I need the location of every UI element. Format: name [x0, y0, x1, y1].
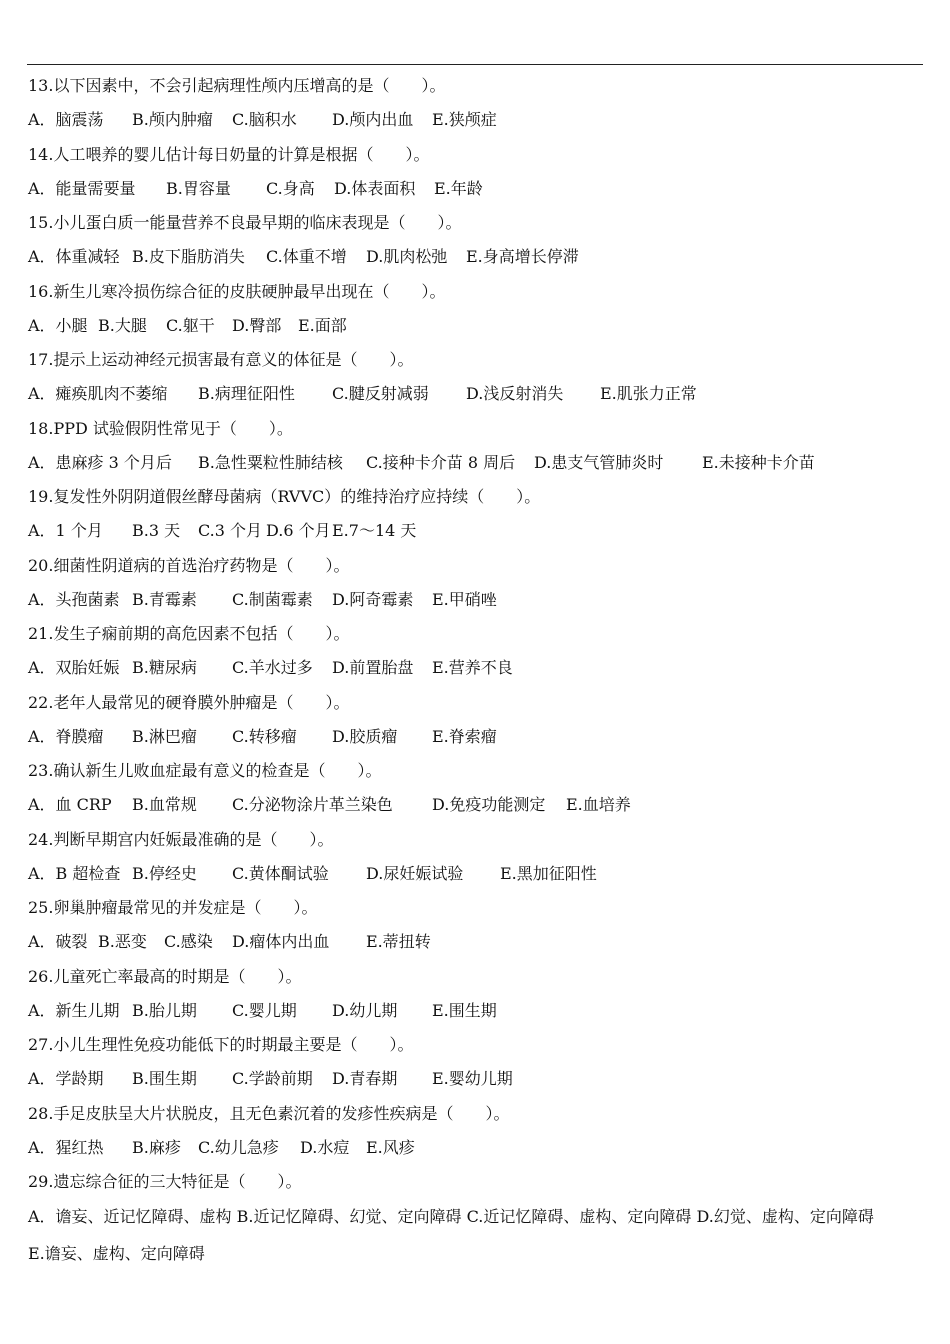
question-18: [28, 415, 924, 484]
option-d: D.前置胎盘: [332, 658, 414, 677]
option-c: C.婴儿期: [232, 1000, 297, 1020]
options-row: [28, 449, 815, 477]
question-15: [28, 209, 924, 278]
option-b: B.围生期: [132, 1069, 197, 1088]
option-e: E.脊索瘤: [432, 726, 497, 746]
option-a: A．血 CRP: [28, 795, 112, 814]
question-list: [28, 72, 924, 1263]
question-stem: 23.确认新生儿败血症最有意义的检查是（ ）。: [28, 761, 382, 780]
option-d: D.幼儿期: [332, 1000, 398, 1020]
option-b: B.青霉素: [132, 589, 197, 609]
option-a: A．谵妄、近记忆障碍、虚构: [28, 1207, 232, 1226]
option-e: E.身高增长停滞: [466, 247, 579, 266]
option-d: D.瘤体内出血: [232, 932, 330, 951]
option-a: A．双胎妊娠: [28, 658, 120, 677]
option-d: D.阿奇霉素: [332, 589, 414, 609]
option-d: D.胶质瘤: [332, 726, 398, 746]
option-e: E.肌张力正常: [600, 384, 697, 403]
question-stem: 14.人工喂养的婴儿估计每日奶量的计算是根据（ ）。: [28, 144, 430, 164]
option-b: B.停经史: [132, 863, 197, 883]
question-stem: 28.手足皮肤呈大片状脱皮，且无色素沉着的发疹性疾病是（ ）。: [28, 1103, 510, 1123]
option-a: A．能量需要量: [28, 178, 136, 198]
option-e: E.狭颅症: [432, 110, 497, 129]
question-stem: 17.提示上运动神经元损害最有意义的体征是（ ）。: [28, 350, 414, 369]
options-row: [28, 243, 579, 271]
option-d: D.肌肉松弛: [366, 247, 448, 266]
option-c: C.躯干: [166, 315, 215, 335]
option-a: A．头孢菌素: [28, 589, 120, 609]
options-row: [28, 791, 631, 819]
options-row: [28, 586, 497, 614]
option-d: D.幻觉、虚构、定向障碍: [696, 1207, 874, 1226]
option-d: D.浅反射消失: [466, 384, 564, 403]
option-e: E.营养不良: [432, 658, 513, 677]
option-d: D.臀部: [232, 315, 282, 335]
option-c: C.3 个月: [198, 521, 263, 540]
option-d: D.体表面积: [334, 178, 416, 198]
option-a: A．脑震荡: [28, 110, 104, 129]
option-c: C.体重不增: [266, 247, 347, 266]
option-e: E.谵妄、虚构、定向障碍: [28, 1244, 205, 1263]
option-d: D.颅内出血: [332, 110, 414, 129]
option-b: B.大腿: [98, 315, 147, 335]
option-b: B.病理征阳性: [198, 384, 295, 403]
option-e: E.婴幼儿期: [432, 1069, 513, 1088]
option-b: B.3 天: [132, 521, 181, 540]
option-a: A．B 超检查: [28, 863, 121, 883]
option-b: B.近记忆障碍、幻觉、定向障碍: [236, 1207, 462, 1226]
question-29: [28, 1168, 924, 1263]
question-17: [28, 346, 924, 415]
question-stem: 27.小儿生理性免疫功能低下的时期最主要是（ ）。: [28, 1035, 414, 1054]
options-row: [28, 106, 497, 134]
options-row: [28, 1198, 924, 1272]
option-e: E.蒂扭转: [366, 932, 431, 951]
option-b: B.皮下脂肪消失: [132, 247, 245, 266]
question-19: [28, 483, 924, 552]
question-stem: 29.遗忘综合征的三大特征是（ ）。: [28, 1172, 302, 1191]
header-rule: [27, 64, 923, 65]
option-a: A．学龄期: [28, 1069, 104, 1088]
options-row: [28, 517, 416, 545]
option-c: C.接种卡介苗 8 周后: [366, 452, 516, 472]
question-25: [28, 894, 924, 963]
question-28: [28, 1100, 924, 1169]
question-13: [28, 72, 924, 141]
option-b: B.颅内肿瘤: [132, 110, 213, 129]
option-b: B.急性粟粒性肺结核: [198, 452, 343, 472]
option-e: E.风疹: [366, 1137, 415, 1157]
option-c: C.制菌霉素: [232, 589, 313, 609]
option-b: B.淋巴瘤: [132, 726, 197, 746]
option-b: B.血常规: [132, 795, 197, 814]
question-14: [28, 141, 924, 210]
options-row: [28, 928, 431, 956]
option-e: E.未接种卡介苗: [702, 452, 815, 472]
option-e: E.黑加征阳性: [500, 863, 597, 883]
options-row: [28, 654, 513, 682]
question-stem: 19.复发性外阴阴道假丝酵母菌病（RVVC）的维持治疗应持续（ ）。: [28, 487, 541, 506]
option-a: A．猩红热: [28, 1137, 104, 1157]
question-16: [28, 278, 924, 347]
option-b: B.糖尿病: [132, 658, 197, 677]
option-a: A．体重减轻: [28, 247, 120, 266]
option-a: A．破裂: [28, 932, 88, 951]
option-c: C.学龄前期: [232, 1069, 313, 1088]
option-c: C.近记忆障碍、虚构、定向障碍: [466, 1207, 692, 1226]
option-c: C.感染: [164, 932, 213, 951]
option-e: E.血培养: [566, 795, 631, 814]
question-stem: 22.老年人最常见的硬脊膜外肿瘤是（ ）。: [28, 692, 350, 712]
option-e: E.面部: [298, 315, 347, 335]
question-stem: 20.细菌性阴道病的首选治疗药物是（ ）。: [28, 555, 350, 575]
question-stem: 24.判断早期宫内妊娠最准确的是（ ）。: [28, 829, 334, 849]
question-stem: 16.新生儿寒冷损伤综合征的皮肤硬肿最早出现在（ ）。: [28, 281, 446, 301]
option-c: C.腱反射减弱: [332, 384, 429, 403]
option-c: C.幼儿急疹: [198, 1137, 279, 1157]
option-b: B.胃容量: [166, 178, 231, 198]
option-b: B.恶变: [98, 932, 147, 951]
option-d: D.尿妊娠试验: [366, 863, 464, 883]
options-row: [28, 380, 697, 408]
options-row: [28, 860, 597, 888]
question-20: [28, 552, 924, 621]
option-e: E.甲硝唑: [432, 589, 497, 609]
question-21: [28, 620, 924, 689]
option-c: C.羊水过多: [232, 658, 313, 677]
question-stem: 25.卵巢肿瘤最常见的并发症是（ ）。: [28, 898, 318, 917]
option-b: B.胎儿期: [132, 1000, 197, 1020]
option-b: B.麻疹: [132, 1137, 181, 1157]
question-stem: 13.以下因素中，不会引起病理性颅内压增高的是（ ）。: [28, 76, 446, 95]
question-26: [28, 963, 924, 1032]
option-d: D.患支气管肺炎时: [534, 452, 664, 472]
option-c: C.黄体酮试验: [232, 863, 329, 883]
option-d: D.水痘: [300, 1137, 350, 1157]
question-23: [28, 757, 924, 826]
option-d: D.6 个月: [266, 521, 331, 540]
option-a: A．1 个月: [28, 521, 103, 540]
option-d: D.免疫功能测定: [432, 795, 546, 814]
options-row: [28, 723, 497, 751]
question-stem: 15.小儿蛋白质一能量营养不良最早期的临床表现是（ ）。: [28, 213, 462, 232]
question-stem: 18.PPD 试验假阴性常见于（ ）。: [28, 418, 293, 438]
option-e: E.7～14 天: [332, 521, 417, 540]
question-stem: 21.发生子痫前期的高危因素不包括（ ）。: [28, 624, 350, 643]
option-a: A．患麻疹 3 个月后: [28, 452, 172, 472]
options-row: [28, 1065, 513, 1093]
option-e: E.年龄: [434, 178, 483, 198]
option-c: C.转移瘤: [232, 726, 297, 746]
options-row: [28, 312, 347, 340]
option-a: A．脊膜瘤: [28, 726, 104, 746]
option-e: E.围生期: [432, 1000, 497, 1020]
question-27: [28, 1031, 924, 1100]
option-c: C.分泌物涂片革兰染色: [232, 795, 393, 814]
option-a: A．瘫痪肌肉不萎缩: [28, 384, 168, 403]
option-c: C.脑积水: [232, 110, 297, 129]
options-row: [28, 1134, 415, 1162]
question-22: [28, 689, 924, 758]
options-row: [28, 175, 483, 203]
option-a: A．小腿: [28, 315, 88, 335]
options-row: [28, 997, 497, 1025]
question-24: [28, 826, 924, 895]
option-c: C.身高: [266, 178, 315, 198]
question-stem: 26.儿童死亡率最高的时期是（ ）。: [28, 966, 302, 986]
option-d: D.青春期: [332, 1069, 398, 1088]
option-a: A．新生儿期: [28, 1000, 120, 1020]
